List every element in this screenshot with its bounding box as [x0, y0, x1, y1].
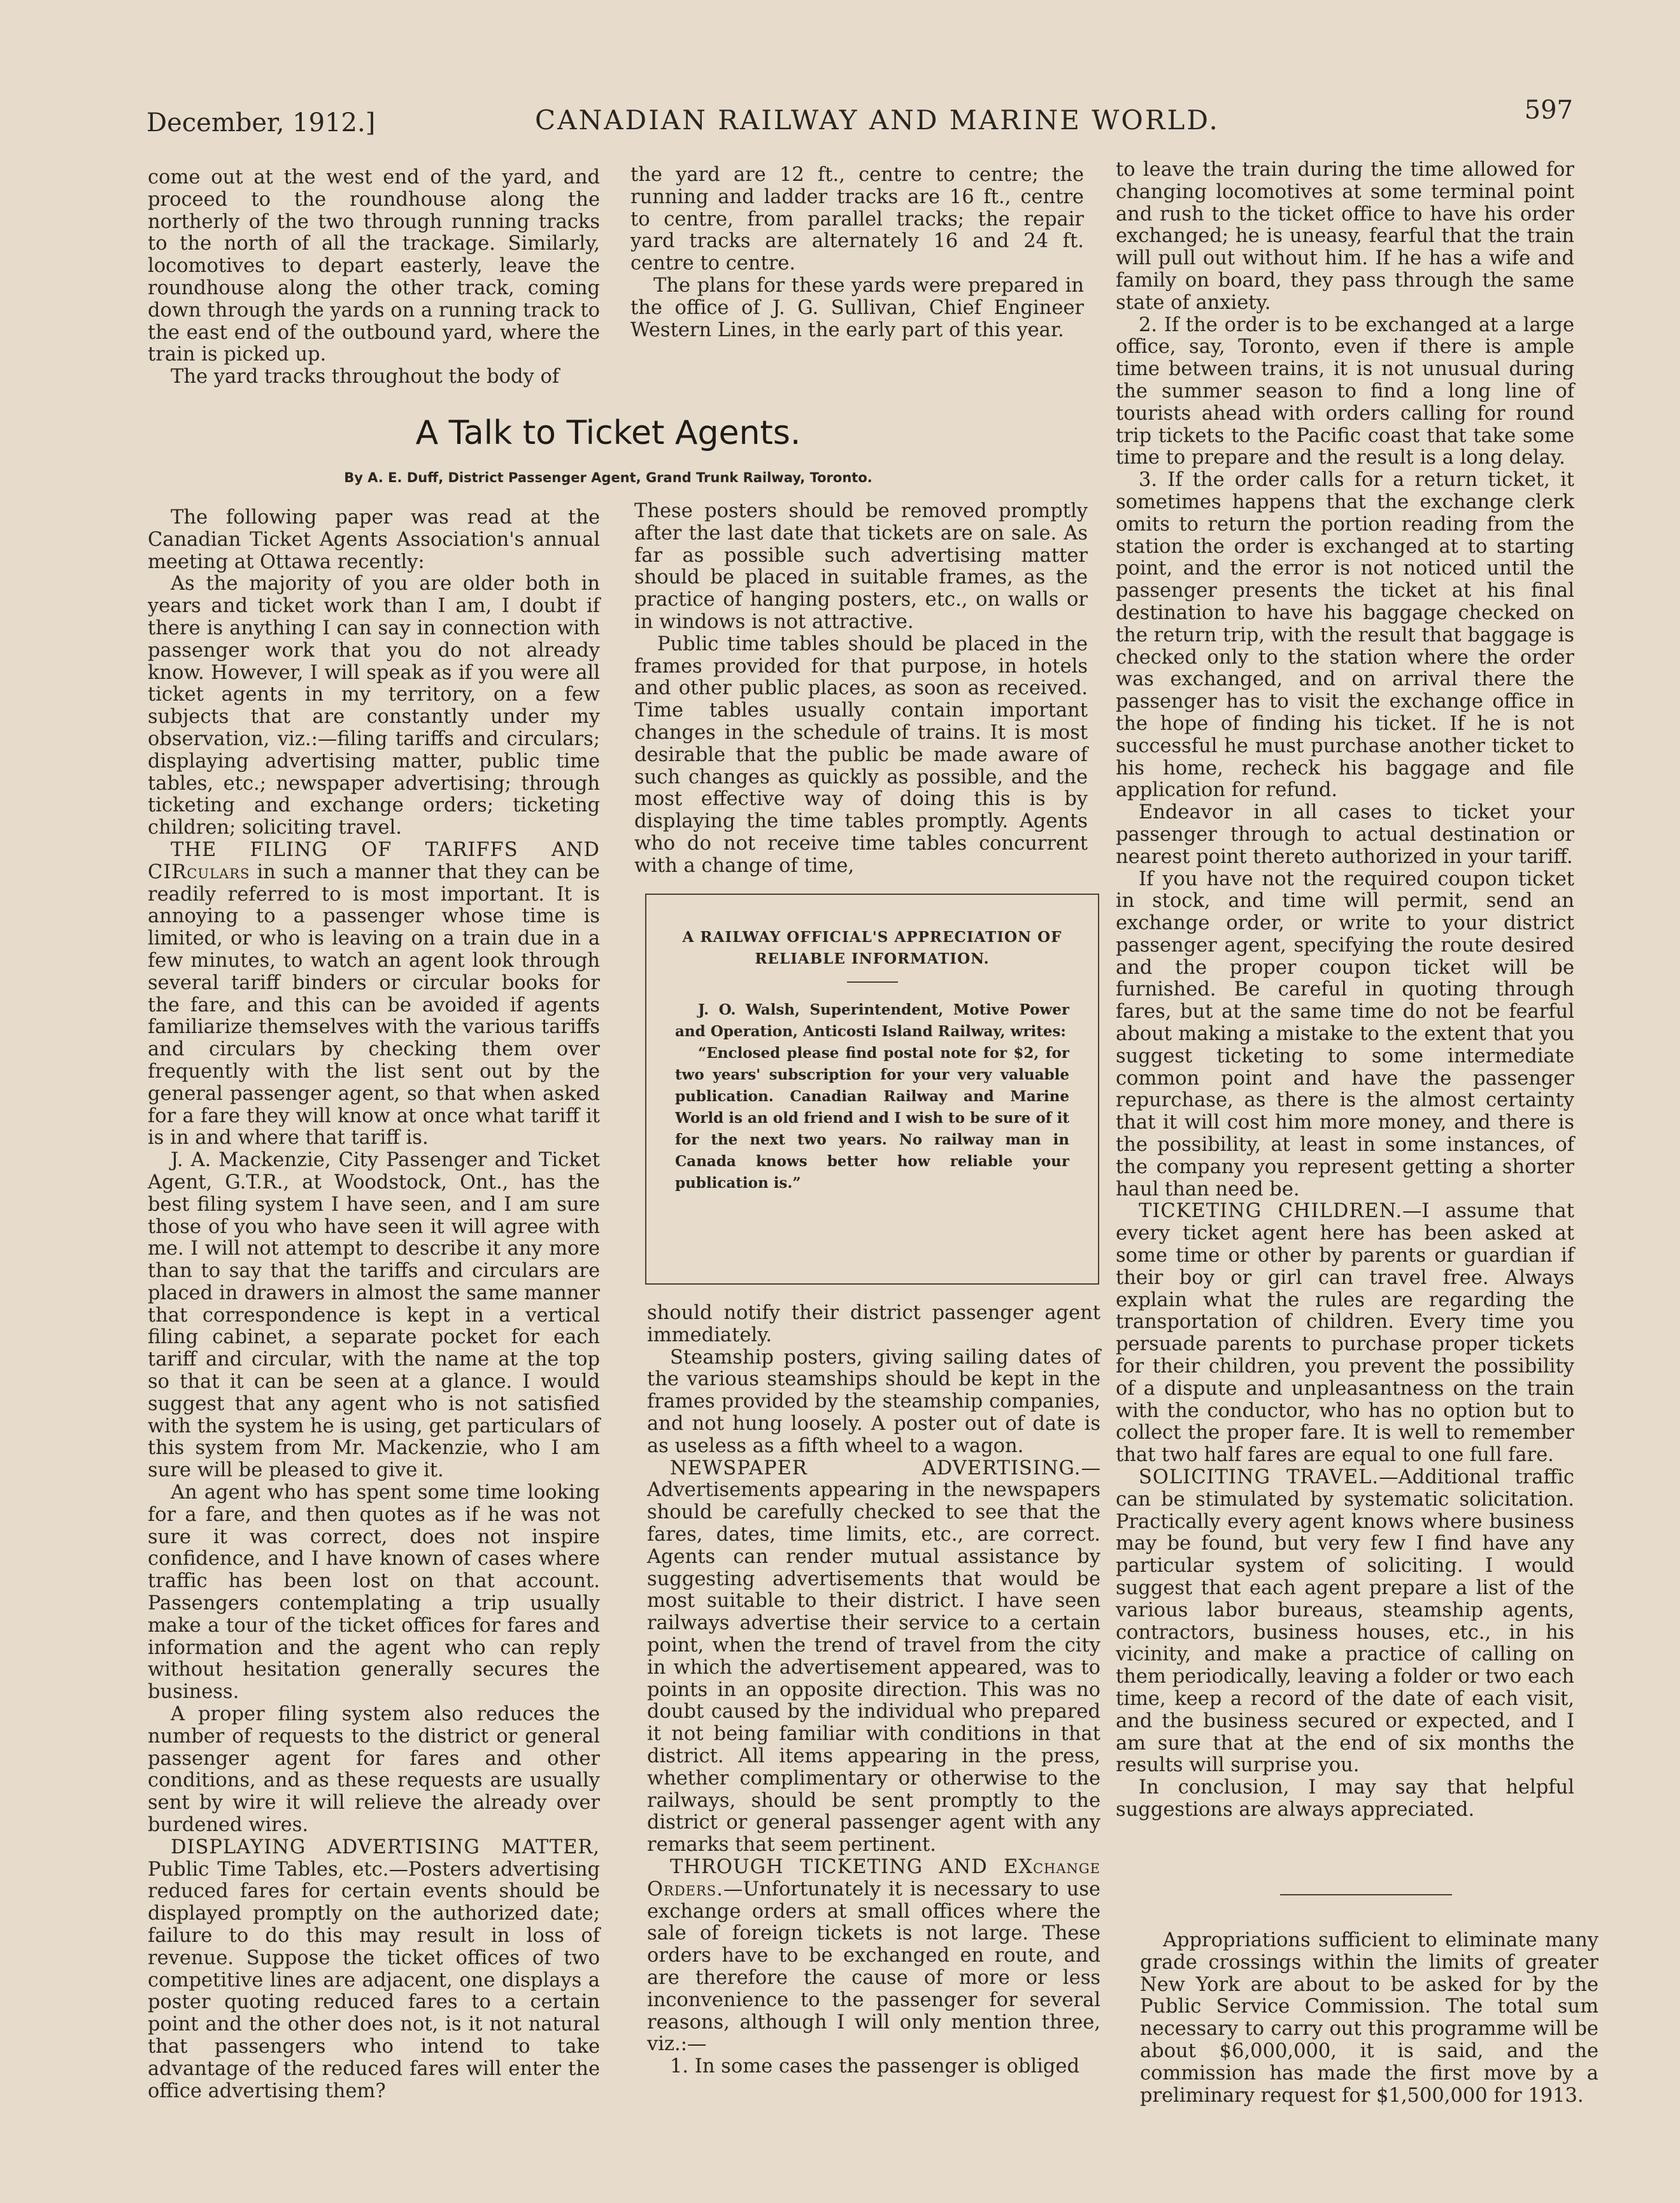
issue-date: December, 1912.] [146, 108, 376, 138]
paragraph: come out at the west end of the yard, and proceed to the roundhouse along the northerly of the two through running tracks to the north of all the trackage. Similarly, locomotives to depart easterly, leave the roundhouse along the other track, coming down through the yards on a running track to the east end of the outbound yard, where the train is picked up. [148, 166, 600, 366]
publication-title: CANADIAN RAILWAY AND MARINE WORLD. [535, 104, 1220, 136]
notice-lead: J. O. Walsh, Superintendent, Motive Power and Operation, Anticosti Island Railway, writes: [675, 1001, 1069, 1040]
paragraph: to leave the train during the time allowed for changing locomotives at some terminal point and rush to the ticket office to have his order exchanged; he is uneasy, fearful that the train will pull out without him. If he has a wife and family on board, they pass through the same state of anxiety. [1116, 159, 1574, 314]
paragraph: Public time tables should be placed in the frames provided for that purpose, in hotels and other public places, as soon as received. Time tables usually contain important changes in the schedule of trains. It is most desirable that the public be made aware of such changes as quickly as possible, and the most effective way of doing this is by displaying the time tables promptly. Agents who do not receive time tables concurrent with a change of time, [634, 632, 1088, 877]
paragraph: THE FILING OF TARIFFS AND CIRculars in such a manner that they can be readily referred to is most important. It is annoying to a passenger whose time is limited, or who is leaving on a train due in a few minutes, to watch an agent look through several tariff binders or circular books for the fare, and this can be avoided if agents familiarize themselves with the various tariffs and circulars by checking them over frequently with the list sent out by the general passenger agent, so that when asked for a fare they will know at once what tariff it is in and where that tariff is. [148, 838, 600, 1150]
boxed-notice [645, 894, 1099, 1285]
section-heading: DISPLAYING ADVERTISING MATTER, [171, 1836, 600, 1858]
paragraph: As the majority of you are older both in years and ticket work than I am, I doubt if there is anything I can say in connection with passenger work that you do not already know. However, I will speak as if you were all ticket agents in my territory, on a few subjects that are constantly under my observation, viz.:—filing tariffs and circulars; displaying advertising matter, public time tables, etc.; newspaper advertising; through ticketing and exchange orders; ticketing children; soliciting travel. [148, 573, 600, 839]
paragraph: the yard are 12 ft., centre to centre; the running and ladder tracks are 16 ft., centre to centre, from parallel tracks; the repair yard tracks are alternately 16 and 24 ft. centre to centre. [630, 164, 1084, 275]
paragraph: THROUGH TICKETING AND EXchange Orders.—Unfortunately it is necessary to use exchange orders at small offices where the sale of foreign tickets is not large. These orders have to be exchanged en route, and are therefore the cause of more or less inconvenience to the passenger for several reasons, although I will only mention three, viz.:— [647, 1855, 1100, 2056]
page-number: 597 [1524, 96, 1573, 125]
article-column-1 [148, 507, 600, 2102]
article-column-2-top [634, 501, 1088, 878]
notice-heading: A RAILWAY OFFICIAL'S APPRECIATION OF RELIABLE INFORMATION. [682, 929, 1062, 967]
paragraph: DISPLAYING ADVERTISING MATTER, Public Time Tables, etc.—Posters advertising reduced fares for certain events should be displayed promptly on the authorized date; failure to do this may result in loss of revenue. Suppose the ticket offices of two competitive lines are adjacent, one displays a poster quoting reduced fares to a certain point and the other does not, is it not natural that passengers who intend to take advantage of the reduced fares will enter the office advertising them? [148, 1836, 600, 2102]
paragraph: 1. In some cases the passenger is obliged [670, 2055, 1079, 2078]
paragraph: SOLICITING TRAVEL.—Additional traffic can be stimulated by systematic solicitation. Practically every agent knows where business may be found, but very few I find have any particular system of soliciting. I would suggest that each agent prepare a list of the various labor bureaus, steamship agents, contractors, business houses, etc., in his vicinity, and make a practice of calling on them periodically, leaving a folder or two each time, keep a record of the date of each visit, and the business secured or expected, and I am sure that at the end of six months the results will surprise you. [1116, 1466, 1574, 1777]
paragraph: Steamship posters, giving sailing dates of the various steamships should be kept in the frames provided by the steamship companies, and not hung loosely. A poster out of date is as useless as a fifth wheel to a wagon. [647, 1346, 1100, 1457]
paragraph: should notify their district passenger agent immediately. [647, 1302, 1100, 1346]
paragraph: NEWSPAPER ADVERTISING.—Advertisements appearing in the newspapers should be carefully checked to see that the fares, dates, time limits, etc., are correct. Agents can render mutual assistance by suggesting advertisements that would be most suitable to their district. I have seen railways advertise their service to a certain point, when the trend of travel from the city in which the advertisement appeared, was to points in an opposite direction. This was no doubt caused by the individual who prepared it not being familiar with conditions in that district. All items appearing in the press, whether complimentary or otherwise to the railways, should be sent promptly to the district or general passenger agent with any remarks that seem pertinent. [647, 1457, 1100, 1857]
paragraph: Appropriations sufficient to eliminate many grade crossings within the limits of greater New York are about to be asked for by the Public Service Commission. The total sum necessary to carry out this programme will be about $6,000,000, it is said, and the commission has made the first move by a preliminary request for $1,500,000 for 1913. [1140, 1929, 1598, 2107]
paragraph: An agent who has spent some time looking for a fare, and then quotes as if he was not sure it was correct, does not inspire confidence, and I have known of cases where traffic has been lost on that account. Passengers contemplating a trip usually make a tour of the ticket offices for fares and information and the agent who can reply without hesitation generally secures the business. [148, 1481, 600, 1704]
paragraph: 2. If the order is to be exchanged at a large office, say, Toronto, even if there is ample time between trains, it is not unusual during the summer season to find a long line of tourists ahead with orders calling for round trip tickets to the Pacific coast that take some time to prepare and the result is a long delay. [1116, 313, 1574, 469]
paragraph: In conclusion, I may say that helpful suggestions are always appreciated. [1116, 1776, 1574, 1821]
article-title: A Talk to Ticket Agents. [415, 414, 801, 452]
paragraph: J. A. Mackenzie, City Passenger and Ticket Agent, G.T.R., at Woodstock, Ont., has the best filing system I have seen, and I am sure those of you who have seen it will agree with me. I will not attempt to describe it any more than to say that the tariffs and circulars are placed in drawers in almost the same manner that correspondence is kept in a vertical filing cabinet, a separate pocket for each tariff and circular, with the name at the top so that it can be seen at a glance. I would suggest that any agent who is not satisfied with the system he is using, get particulars of this system from Mr. Mackenzie, who I am sure will be pleased to give it. [148, 1149, 600, 1482]
section-divider [1280, 1894, 1452, 1895]
section-heading: NEWSPAPER ADVERTISING. [670, 1457, 1081, 1479]
section-heading: TICKETING CHILDREN. [1139, 1200, 1403, 1223]
section-heading: THE FILING OF TARIFFS AND CIRculars [148, 838, 600, 883]
paragraph: The plans for these yards were prepared in the office of J. G. Sullivan, Chief Engineer Western Lines, in the early part of this year. [630, 274, 1084, 341]
section-heading: THROUGH TICKETING AND EXchange Orders. [647, 1855, 1100, 1900]
notice-quote: “Enclosed please find postal note for $2, for two years' subscription for your very valuable publication. Canadian Railway and Marine World is an old friend and I wish to be sure of it for the next two years. No railway man in Canada knows better how reliable your publication is.” [675, 1044, 1069, 1192]
paragraph: 3. If the order calls for a return ticket, it sometimes happens that the exchange clerk omits to return the portion reading from the station the order is exchanged at to starting point, and the error is not noticed until the passenger presents the ticket at his final destination to have his baggage checked on the return trip, with the result that baggage is checked only to the station where the order was exchanged, and on arrival there the passenger has to visit the exchange office in the hope of finding his ticket. If he is not successful he must purchase another ticket to his home, recheck his baggage and file application for refund. [1116, 469, 1574, 802]
divider [847, 981, 898, 983]
article-column-2-bottom [647, 1302, 1100, 2078]
continuation-column-2 [630, 164, 1084, 341]
continuation-column-1 [148, 167, 600, 389]
article-column-3 [1116, 159, 1574, 1822]
paragraph: Endeavor in all cases to ticket your passenger through to actual destination or nearest point thereto authorized in your tariff. [1116, 801, 1574, 868]
page-header [146, 96, 1573, 146]
paragraph: If you have not the required coupon ticket in stock, and time will permit, send an exchange order, or write to your district passenger agent, specifying the route desired and the proper coupon ticket will be furnished. Be careful in quoting through fares, but at the same time do not be fearful about making a mistake to the extent that you suggest ticketing to some intermediate common point and have the passenger repurchase, as there is the almost certainty that it will cost him more money, and there is the possibility, at least in some instances, of the company you represent getting a shorter haul than need be. [1116, 867, 1574, 1201]
paragraph: These posters should be removed promptly after the last date that tickets are on sale. As far as possible such advertising matter should be placed in suitable frames, as the practice of hanging posters, etc., on walls or in windows is not attractive. [634, 500, 1088, 633]
news-item [1140, 1930, 1598, 2107]
article-byline: By A. E. Duff, District Passenger Agent, Grand Trunk Railway, Toronto. [344, 470, 872, 485]
paragraph: A proper filing system also reduces the number of requests to the district or general passenger agent for fares and other conditions, and as these requests are usually sent by wire it will relieve the already over burdened wires. [148, 1703, 600, 1837]
paragraph: The yard tracks throughout the body of [171, 366, 560, 389]
paragraph: TICKETING CHILDREN.—I assume that every ticket agent here has been asked at some time or other by parents or guardian if their boy or girl can travel free. Always explain what the rules are regarding the transportation of children. Every time you persuade parents to purchase proper tickets for their children, you prevent the possibility of a dispute and unpleasantness on the train with the conductor, who has no option but to collect the proper fare. It is well to remember that two half fares are equal to one full fare. [1116, 1200, 1574, 1467]
section-heading: SOLICITING TRAVEL. [1139, 1466, 1379, 1489]
paragraph: The following paper was read at the Canadian Ticket Agents Association's annual meeting at Ottawa recently: [148, 506, 600, 573]
